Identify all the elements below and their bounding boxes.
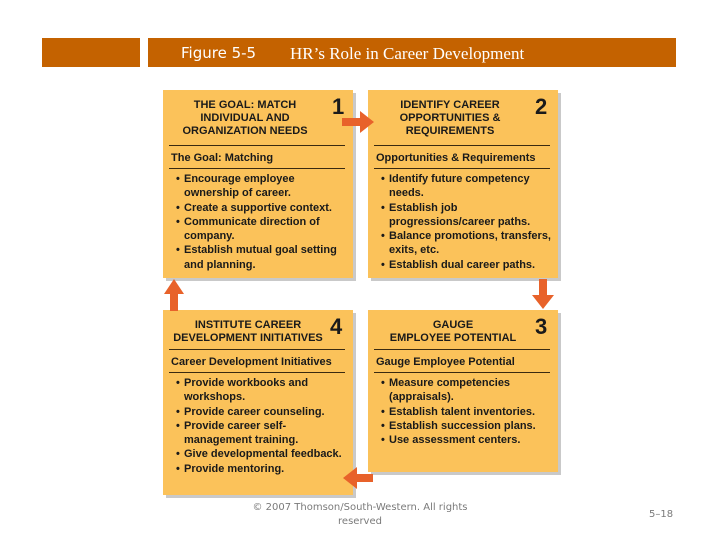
item-list (171, 172, 349, 272)
box-subtitle: The Goal: Matching (171, 152, 274, 164)
step-number: 4 (330, 314, 343, 339)
step-number: 2 (535, 94, 548, 119)
divider (374, 349, 550, 350)
list-item: • Establish dual career paths. (376, 258, 554, 272)
step-number: 3 (535, 314, 548, 339)
heading-line: OPPORTUNITIES & (399, 112, 501, 124)
box-subtitle: Gauge Employee Potential (376, 356, 515, 368)
list-item: • Establish talent inventories. (376, 405, 554, 419)
list-item: • Establish succession plans. (376, 419, 554, 433)
divider (374, 145, 550, 146)
box-heading (163, 99, 353, 138)
divider (374, 372, 550, 373)
list-item: • Provide career self-management training. (171, 419, 349, 448)
box-institute-career (163, 310, 353, 495)
divider (169, 168, 345, 169)
heading-line: DEVELOPMENT INITIATIVES (173, 332, 323, 344)
heading-line: GAUGE (432, 319, 474, 331)
box-identify-career (368, 90, 558, 278)
copyright-text: © 2007 Thomson/South-Western. All rights reserved (252, 502, 468, 527)
box-heading (368, 319, 558, 345)
list-item: • Encourage employee ownership of career. (171, 172, 349, 201)
divider (169, 349, 345, 350)
list-item: • Create a supportive context. (171, 201, 349, 215)
arrow-left-icon (343, 467, 373, 489)
figure-label: Figure 5-5 (181, 44, 257, 62)
divider (169, 145, 345, 146)
item-list (376, 376, 554, 447)
box-subtitle: Opportunities & Requirements (376, 152, 536, 164)
list-item: • Provide career counseling. (171, 405, 349, 419)
list-item: • Communicate direction of company. (171, 215, 349, 244)
heading-line: IDENTIFY CAREER (400, 99, 500, 111)
box-subtitle: Career Development Initiatives (171, 356, 332, 368)
divider (169, 372, 345, 373)
heading-line: INSTITUTE CAREER (194, 319, 302, 331)
arrow-right-icon (342, 111, 374, 133)
box-heading (163, 319, 353, 345)
arrow-up-icon (164, 279, 184, 311)
list-item: • Measure competencies (appraisals). (376, 376, 554, 405)
step-number: 1 (332, 94, 345, 119)
arrow-down-icon (532, 279, 554, 309)
list-item: • Use assessment centers. (376, 433, 554, 447)
heading-line: INDIVIDUAL AND (200, 112, 290, 124)
figure-title: HR’s Role in Career Development (290, 44, 525, 63)
item-list (171, 376, 349, 476)
list-item: • Balance promotions, transfers, exits, etc. (376, 229, 554, 258)
list-item: • Establish job progressions/career paths. (376, 201, 554, 230)
item-list (376, 172, 554, 272)
list-item: • Provide workbooks and workshops. (171, 376, 349, 405)
heading-line: REQUIREMENTS (405, 125, 495, 137)
list-item: • Identify future competency needs. (376, 172, 554, 201)
box-heading (368, 99, 558, 138)
divider (374, 168, 550, 169)
list-item: • Provide mentoring. (171, 462, 349, 476)
title-bar-divider (140, 38, 148, 67)
list-item: • Give developmental feedback. (171, 447, 349, 461)
list-item: • Establish mutual goal setting and planning. (171, 243, 349, 272)
box-goal-matching (163, 90, 353, 278)
box-gauge-potential (368, 310, 558, 472)
heading-line: EMPLOYEE POTENTIAL (389, 332, 517, 344)
heading-line: ORGANIZATION NEEDS (182, 125, 308, 137)
page-number: 5–18 (649, 509, 674, 520)
heading-line: THE GOAL: MATCH (193, 99, 297, 111)
